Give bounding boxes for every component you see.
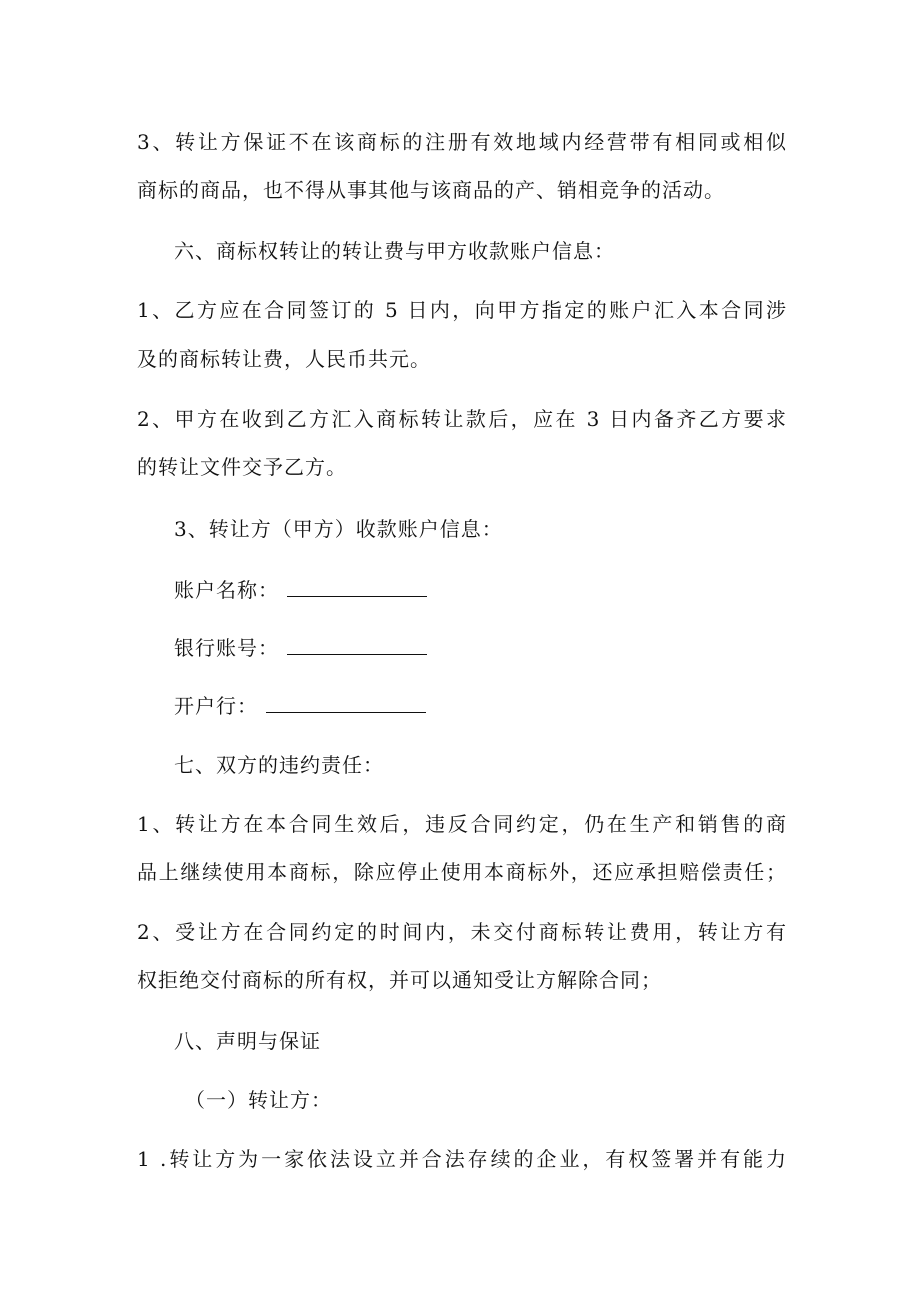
opening-bank-row xyxy=(174,690,426,720)
bank-account-blank xyxy=(287,632,427,655)
paragraph-line: 及的商标转让费，人民币共元。 xyxy=(137,347,431,371)
paragraph-line: 权拒绝交付商标的所有权，并可以通知受让方解除合同； xyxy=(137,968,662,992)
paragraph-line: 3、转让方（甲方）收款账户信息： xyxy=(174,517,503,541)
account-name-blank xyxy=(287,574,427,597)
section-heading: 八、声明与保证 xyxy=(174,1029,321,1053)
paragraph-line: 2、受让方在合同约定的时间内，未交付商标转让费用，转让方有 xyxy=(137,920,787,944)
bank-account-label: 银行账号： xyxy=(174,636,279,660)
section-heading: 七、双方的违约责任： xyxy=(174,753,384,777)
paragraph-line: 1、乙方应在合同签订的 5 日内，向甲方指定的账户汇入本合同涉 xyxy=(137,298,787,322)
paragraph-line: 的转让文件交予乙方。 xyxy=(137,455,347,479)
paragraph-line: 2、甲方在收到乙方汇入商标转让款后，应在 3 日内备齐乙方要求 xyxy=(137,407,787,431)
paragraph-line: 3、转让方保证不在该商标的注册有效地域内经营带有相同或相似 xyxy=(137,130,787,154)
paragraph-line: 1、转让方在本合同生效后，违反合同约定，仍在生产和销售的商 xyxy=(137,812,787,836)
section-heading: 六、商标权转让的转让费与甲方收款账户信息： xyxy=(174,239,615,263)
paragraph-line: 商标的商品，也不得从事其他与该商品的产、销相竞争的活动。 xyxy=(137,178,725,202)
subsection-heading: （一）转让方： xyxy=(185,1088,332,1112)
account-name-label: 账户名称： xyxy=(174,578,279,602)
paragraph-line: 1 .转让方为一家依法设立并合法存续的企业，有权签署并有能力 xyxy=(137,1147,787,1171)
opening-bank-blank xyxy=(266,690,426,713)
account-name-row xyxy=(174,574,427,604)
opening-bank-label: 开户行： xyxy=(174,694,258,718)
paragraph-line: 品上继续使用本商标，除应停止使用本商标外，还应承担赔偿责任； xyxy=(137,860,787,884)
bank-account-row xyxy=(174,632,427,662)
